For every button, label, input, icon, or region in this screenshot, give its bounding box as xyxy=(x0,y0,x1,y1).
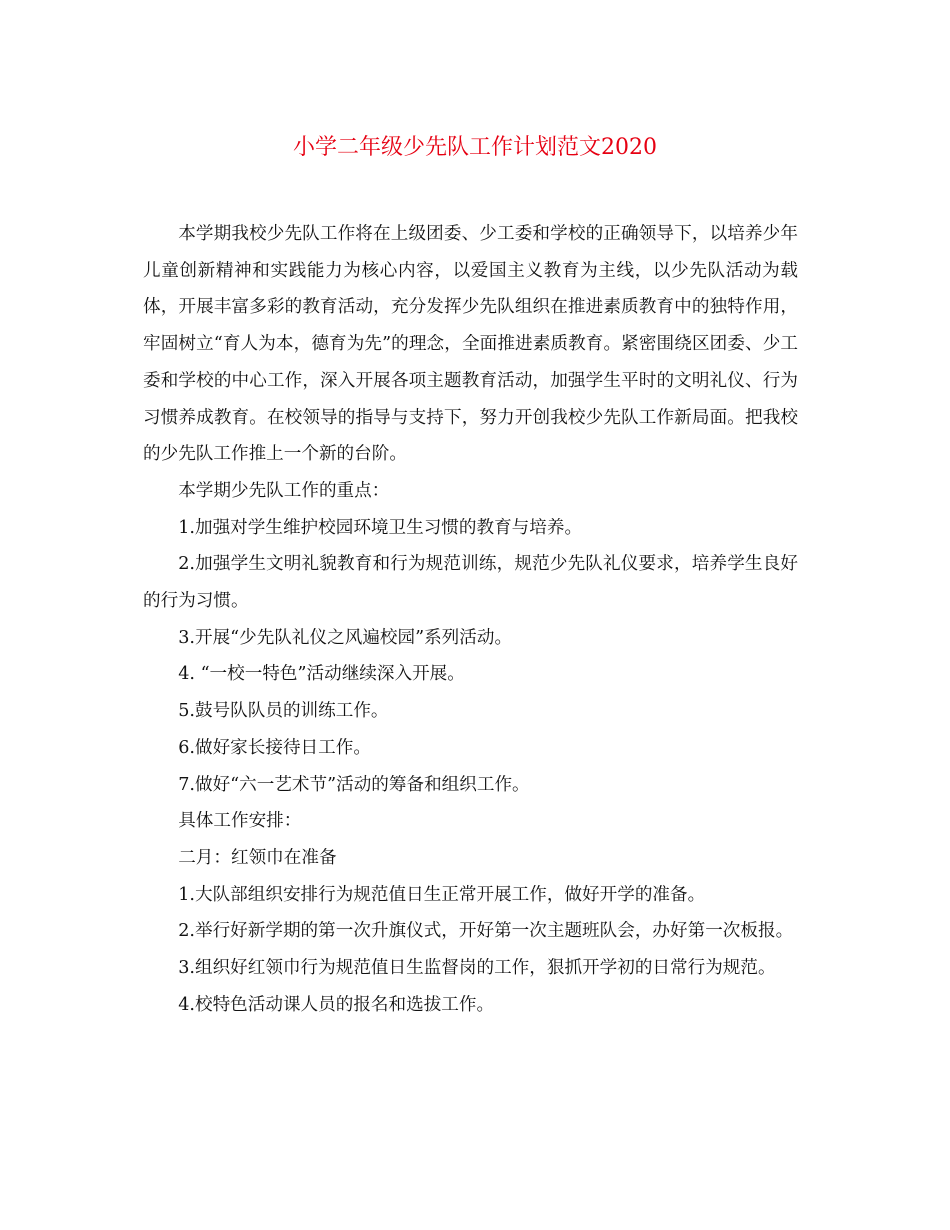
february-item: 4.校特色活动课人员的报名和选拔工作。 xyxy=(178,994,495,1015)
section-heading-arrangements: 具体工作安排： xyxy=(178,811,302,832)
key-point-item: 3.开展“少先队礼仪之风遍校园”系列活动。 xyxy=(178,627,513,648)
document-title: 小学二年级少先队工作计划范文2020 xyxy=(293,135,657,160)
intro-paragraph: 本学期我校少先队工作将在上级团委、少工委和学校的正确领导下，以培养少年儿童创新精神和实践能力为核心内容，以爱国主义教育为主线，以少先队活动为载体，开展丰富多彩的教育活动，充分发挥少先队组织在推进素质教育中的独特作用，牢固树立“育人为本，德育为先”的理念，全面推进素质教育。紧密围绕区团委、少工委和学校的中心工作，深入开展各项主题教育活动，加强学生平时的文明礼仪、行为习惯养成教育。在校领导的指导与支持下，努力开创我校少先队工作新局面。把我校的少先队工作推上一个新的台阶。 xyxy=(143,224,798,465)
february-item: 3.组织好红领巾行为规范值日生监督岗的工作，狠抓开学初的日常行为规范。 xyxy=(178,958,776,979)
key-point-item: 6.做好家长接待日工作。 xyxy=(178,737,371,758)
key-point-item: 7.做好“六一艺术节”活动的筹备和组织工作。 xyxy=(178,774,530,795)
document-body xyxy=(143,216,798,1023)
february-item: 1.大队部组织安排行为规范值日生正常开展工作，做好开学的准备。 xyxy=(178,884,706,905)
key-point-item: 4. “一校一特色”活动继续深入开展。 xyxy=(178,664,465,685)
month-heading-february: 二月：红领巾在准备 xyxy=(178,847,337,868)
february-item: 2.举行好新学期的第一次升旗仪式，开好第一次主题班队会，办好第一次板报。 xyxy=(178,921,794,942)
key-point-item: 5.鼓号队队员的训练工作。 xyxy=(178,701,389,722)
key-point-item: 2.加强学生文明礼貌教育和行为规范训练，规范少先队礼仪要求，培养学生良好的行为习惯。 xyxy=(143,554,798,612)
section-heading-key-points: 本学期少先队工作的重点： xyxy=(178,480,390,501)
key-point-item: 1.加强对学生维护校园环境卫生习惯的教育与培养。 xyxy=(178,517,583,538)
